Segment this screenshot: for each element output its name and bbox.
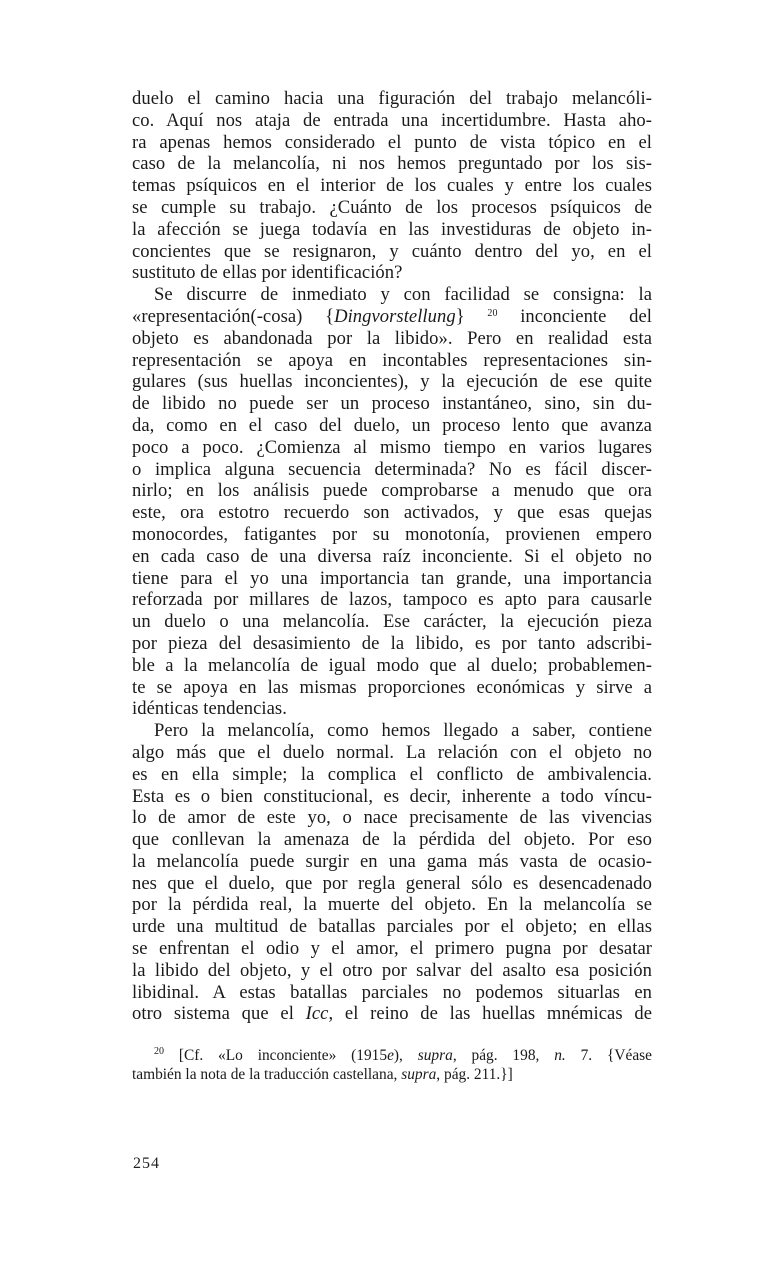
text-line: concientes que se resignaron, y cuánto dentro del yo, en el xyxy=(132,240,652,262)
text-line: la libido del objeto, y el otro por salvar del asalto esa posición xyxy=(132,959,652,981)
text-line: urde una multitud de batallas parciales por el objeto; en ellas xyxy=(132,916,652,938)
text-line: caso de la melancolía, ni nos hemos preguntado por los sis- xyxy=(132,153,652,175)
footnote-line-2 xyxy=(132,1065,652,1084)
text-line: por pieza del desasimiento de la libido, es por tanto adscribi- xyxy=(132,632,652,654)
footnote-number: 20 xyxy=(154,1046,164,1057)
text-line: Pero la melancolía, como hemos llegado a saber, contiene xyxy=(154,720,652,742)
footnote-text: , pág. 198, xyxy=(452,1047,555,1064)
text-line: tiene para el yo una importancia tan grande, una importancia xyxy=(132,567,652,589)
italic-term: Icc xyxy=(305,1003,329,1025)
footnote-text: ), xyxy=(393,1047,418,1064)
text-line: es en ella simple; la complica el conflicto de ambivalencia. xyxy=(132,763,652,785)
footnote-reference[interactable]: 20 xyxy=(487,307,498,319)
text-line: temas psíquicos en el interior de los cuales y entre los cuales xyxy=(132,175,652,197)
text-line: se cumple su trabajo. ¿Cuánto de los procesos psíquicos de xyxy=(132,196,652,218)
text-span: otro sistema que el xyxy=(132,1003,306,1025)
text-line: o implica alguna secuencia determinada? No es fácil discer- xyxy=(132,458,652,480)
text-line: este, ora estotro recuerdo son activados, y que esas quejas xyxy=(132,502,652,524)
body-text xyxy=(132,88,652,1025)
footnote-text: [Cf. «Lo inconciente» (1915 xyxy=(164,1047,388,1064)
text-line: idénticas tendencias. xyxy=(132,698,287,720)
text-span: «representación(-cosa) { xyxy=(132,305,335,327)
text-line: ble a la melancolía de igual modo que al duelo; probablemen- xyxy=(132,654,652,676)
text-line: libidinal. A estas batallas parciales no podemos situarlas en xyxy=(132,981,652,1003)
text-line: da, como en el caso del duelo, un proceso lento que avanza xyxy=(132,414,652,436)
text-line: algo más que el duelo normal. La relación con el objeto no xyxy=(132,741,652,763)
text-line: Se discurre de inmediato y con facilidad se consigna: la xyxy=(154,284,652,306)
text-line: representación se apoya en incontables representaciones sin- xyxy=(132,349,652,371)
footnote-italic: e xyxy=(387,1047,394,1064)
text-line: la afección se juega todavía en las investiduras de objeto in- xyxy=(132,218,652,240)
text-line: se enfrentan el odio y el amor, el primero pugna por desatar xyxy=(132,938,652,960)
text-line: reforzada por millares de lazos, tampoco es apto para causarle xyxy=(132,589,652,611)
footnote-20 xyxy=(132,1046,652,1084)
text-line: monocordes, fatigantes por su monotonía, provienen empero xyxy=(132,523,652,545)
text-line: objeto es abandonada por la libido». Pero en realidad esta xyxy=(132,327,652,349)
page-number: 254 xyxy=(133,1155,160,1172)
footnote-text: también la nota de la traducción castellana, xyxy=(132,1066,402,1083)
text-line: en cada caso de una diversa raíz inconciente. Si el objeto no xyxy=(132,545,652,567)
footnote-text: 7. {Véase xyxy=(565,1047,652,1064)
text-line xyxy=(132,1003,652,1025)
footnote-italic: supra xyxy=(417,1047,453,1064)
text-line: de libido no puede ser un proceso instantáneo, sino, sin du- xyxy=(132,393,652,415)
text-line: te se apoya en las mismas proporciones económicas y sirve a xyxy=(132,676,652,698)
italic-term: Dingvorstellung xyxy=(334,305,456,327)
text-line: la melancolía puede surgir en una gama más vasta de ocasio- xyxy=(132,850,652,872)
footnote-text: , pág. 211.}] xyxy=(436,1066,513,1083)
footnote-italic: n. xyxy=(554,1047,566,1064)
text-line: Esta es o bien constitucional, es decir, inherente a todo víncu- xyxy=(132,785,652,807)
text-line: nes que el duelo, que por regla general sólo es desencadenado xyxy=(132,872,652,894)
text-span: } xyxy=(455,305,465,327)
text-line: gulares (sus huellas inconcientes), y la ejecución de ese quite xyxy=(132,371,652,393)
text-span: , el reino de las huellas mnémicas de xyxy=(328,1003,652,1025)
text-line: duelo el camino hacia una figuración del trabajo melancóli- xyxy=(132,88,652,109)
text-line: por la pérdida real, la muerte del objeto. En la melancolía se xyxy=(132,894,652,916)
text-line xyxy=(132,306,652,328)
text-line: nirlo; en los análisis puede comprobarse a menudo que ora xyxy=(132,480,652,502)
text-line: lo de amor de este yo, o nace precisamente de las vivencias xyxy=(132,807,652,829)
text-line: sustituto de ellas por identificación? xyxy=(132,262,403,284)
text-line: poco a poco. ¿Comienza al mismo tiempo en varios lugares xyxy=(132,436,652,458)
footnote-line-1 xyxy=(132,1046,652,1065)
text-span: inconciente del xyxy=(497,305,653,327)
text-line: que conllevan la amenaza de la pérdida del objeto. Por eso xyxy=(132,829,652,851)
footnote-italic: supra xyxy=(401,1066,437,1083)
text-line: un duelo o una melancolía. Ese carácter, la ejecución pieza xyxy=(132,611,652,633)
text-line: ra apenas hemos considerado el punto de vista tópico en el xyxy=(132,131,652,153)
text-line: co. Aquí nos ataja de entrada una incertidumbre. Hasta aho- xyxy=(132,109,652,131)
